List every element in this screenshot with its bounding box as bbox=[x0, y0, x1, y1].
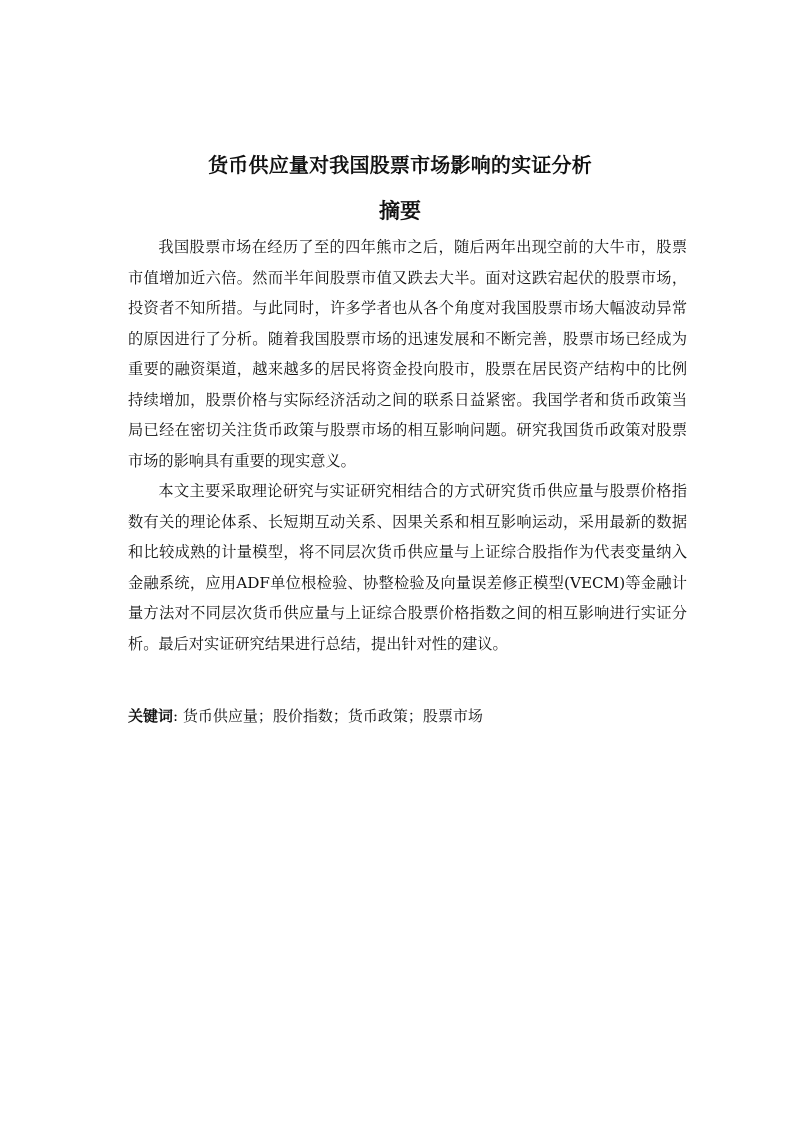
abstract-heading: 摘要 bbox=[379, 199, 421, 223]
keywords-line bbox=[128, 703, 688, 729]
keywords-list: 货币供应量；股价指数；货币政策；股票市场 bbox=[182, 707, 483, 725]
abstract-paragraph: 本文主要采取理论研究与实证研究相结合的方式研究货币供应量与股票价格指数有关的理论体系、长短期互动关系、因果关系和相互影响运动，采用最新的数据和比较成熟的计量模型，将不同层次货币供应量与上证综合股指作为代表变量纳入金融系统，应用ADF单位根检验、协整检验及向量误差修正模型(VECM)等金融计量方法对不同层次货币供应量与上证综合股票价格指数之间的相互影响进行实证分析。最后对实证研究结果进行总结，提出针对性的建议。 bbox=[128, 482, 687, 653]
abstract-body bbox=[128, 232, 687, 659]
keywords-separator: : bbox=[173, 707, 183, 725]
keywords-label: 关键词 bbox=[128, 707, 174, 725]
document-title: 货币供应量对我国股票市场影响的实证分析 bbox=[208, 153, 592, 177]
abstract-paragraph: 我国股票市场在经历了至的四年熊市之后，随后两年出现空前的大牛市，股票市值增加近六倍。然而半年间股票市值又跌去大半。面对这跌宕起伏的股票市场，投资者不知所措。与此同时，许多学者也从各个角度对我国股票市场大幅波动异常的原因进行了分析。随着我国股票市场的迅速发展和不断完善，股票市场已经成为重要的融资渠道，越来越多的居民将资金投向股市，股票在居民资产结构中的比例持续增加，股票价格与实际经济活动之间的联系日益紧密。我国学者和货币政策当局已经在密切关注货币政策与股票市场的相互影响问题。研究我国货币政策对股票市场的影响具有重要的现实意义。 bbox=[128, 238, 687, 470]
